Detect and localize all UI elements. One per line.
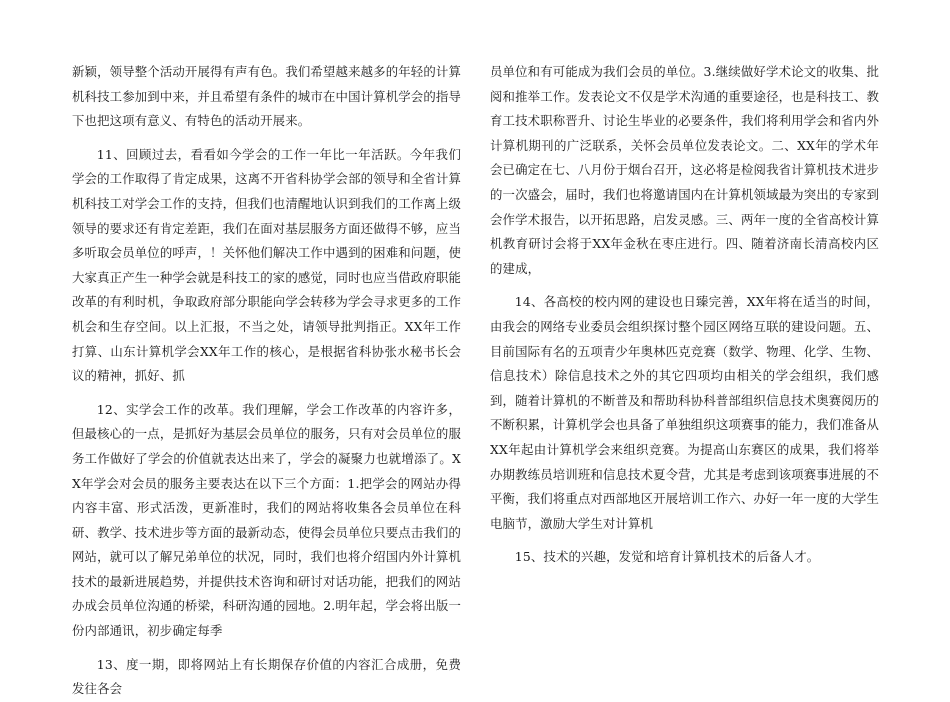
paragraph-13: 13、度一期，即将网站上有长期保存价值的内容汇合成册，免费发往各会: [72, 656, 461, 697]
paragraph-14: 14、各高校的校内网的建设也日臻完善，XX年将在适当的时间，由我会的网络专业委员会组织探讨整个园区网络互联的建设问题。五、目前国际有名的五项青少年奥林匹克竞赛（数学、物理、化学、生物、信息技术）除信息技术之外的其它四项均由相关的学会组织，我们感到，随着计算机的不断普及和帮助科协科普部组织信息技术奥赛阅历的不断积累，计算机学会也具备了单独组织这项赛事的能力，我们准备从XX年起由计算机学会来组织竞赛。为提高山东赛区的成果，我们将举办期教练员培训班和信息技术夏令营，尤其是考虑到该项赛事进展的不平衡，我们将重点对西部地区开展培训工作六、办好一年一度的大学生电脑节，激励大学生对计算机: [490, 294, 879, 531]
right-column: [490, 60, 879, 570]
left-column: [72, 60, 461, 702]
paragraph-10-continued: 新颖，领导整个活动开展得有声有色。我们希望越来越多的年轻的计算机科技工参加到中来，并且希望有条件的城市在中国计算机学会的指导下也把这项有意义、有特色的活动开展来。: [72, 64, 461, 129]
paragraph-13-continued: 员单位和有可能成为我们会员的单位。3.继续做好学术论文的收集、批阅和推举工作。发表论文不仅是学术沟通的重要途径，也是科技工、教育工技术职称晋升、讨论生毕业的必要条件，我们将利用学会和省内外计算机期刊的广泛联系，关怀会员单位发表论文。二、XX年的学术年会已确定在七、八月份于烟台召开，这必将是检阅我省计算机技术进步的一次盛会，届时，我们也将邀请国内在计算机领域最为突出的专家到会作学术报告，以开拓思路，启发灵感。三、两年一度的全省高校计算机教育研讨会将于XX年金秋在枣庄进行。四、随着济南长清高校内区的建成，: [490, 64, 879, 276]
paragraph-11: 11、回顾过去，看看如今学会的工作一年比一年活跃。今年我们学会的工作取得了肯定成果，这离不开省科协学会部的领导和全省计算机科技工对学会工作的支持，但我们也清醒地认识到我们的工作离上级领导的要求还有肯定差距，我们在面对基层服务方面还做得不够，应当多听取会员单位的呼声，！关怀他们解决工作中遇到的困难和问题，使大家真正产生一种学会就是科技工的家的感觉，同时也应当借政府职能改革的有利时机，争取政府部分职能向学会转移为学会寻求更多的工作机会和生存空间。以上汇报，不当之处，请领导批判指正。XX年工作打算、山东计算机学会XX年工作的核心，是根据省科协张水秘书长会议的精神，抓好、抓: [72, 146, 461, 384]
paragraph-12: 12、实学会工作的改革。我们理解，学会工作改革的内容许多，但最核心的一点，是抓好为基层会员单位的服务，只有对会员单位的服务工作做好了学会的价值就表达出来了，学会的凝聚力也就增添了。XX年学会对会员的服务主要表达在以下三个方面：1.把学会的网站办得内容丰富、形式活泼，更新准时，我们的网站将收集各会员单位在科研、教学、技术进步等方面的最新动态，使得会员单位只要点击我们的网站，就可以了解兄弟单位的状况，同时，我们也将介绍国内外计算机技术的最新进展趋势，并提供技术咨询和研讨对话功能，把我们的网站办成会员单位沟通的桥梁，科研沟通的园地。2.明年起，学会将出版一份内部通讯，初步确定每季: [72, 401, 461, 639]
paragraph-15: 15、技术的兴趣，发觉和培育计算机技术的后备人才。: [514, 549, 820, 565]
